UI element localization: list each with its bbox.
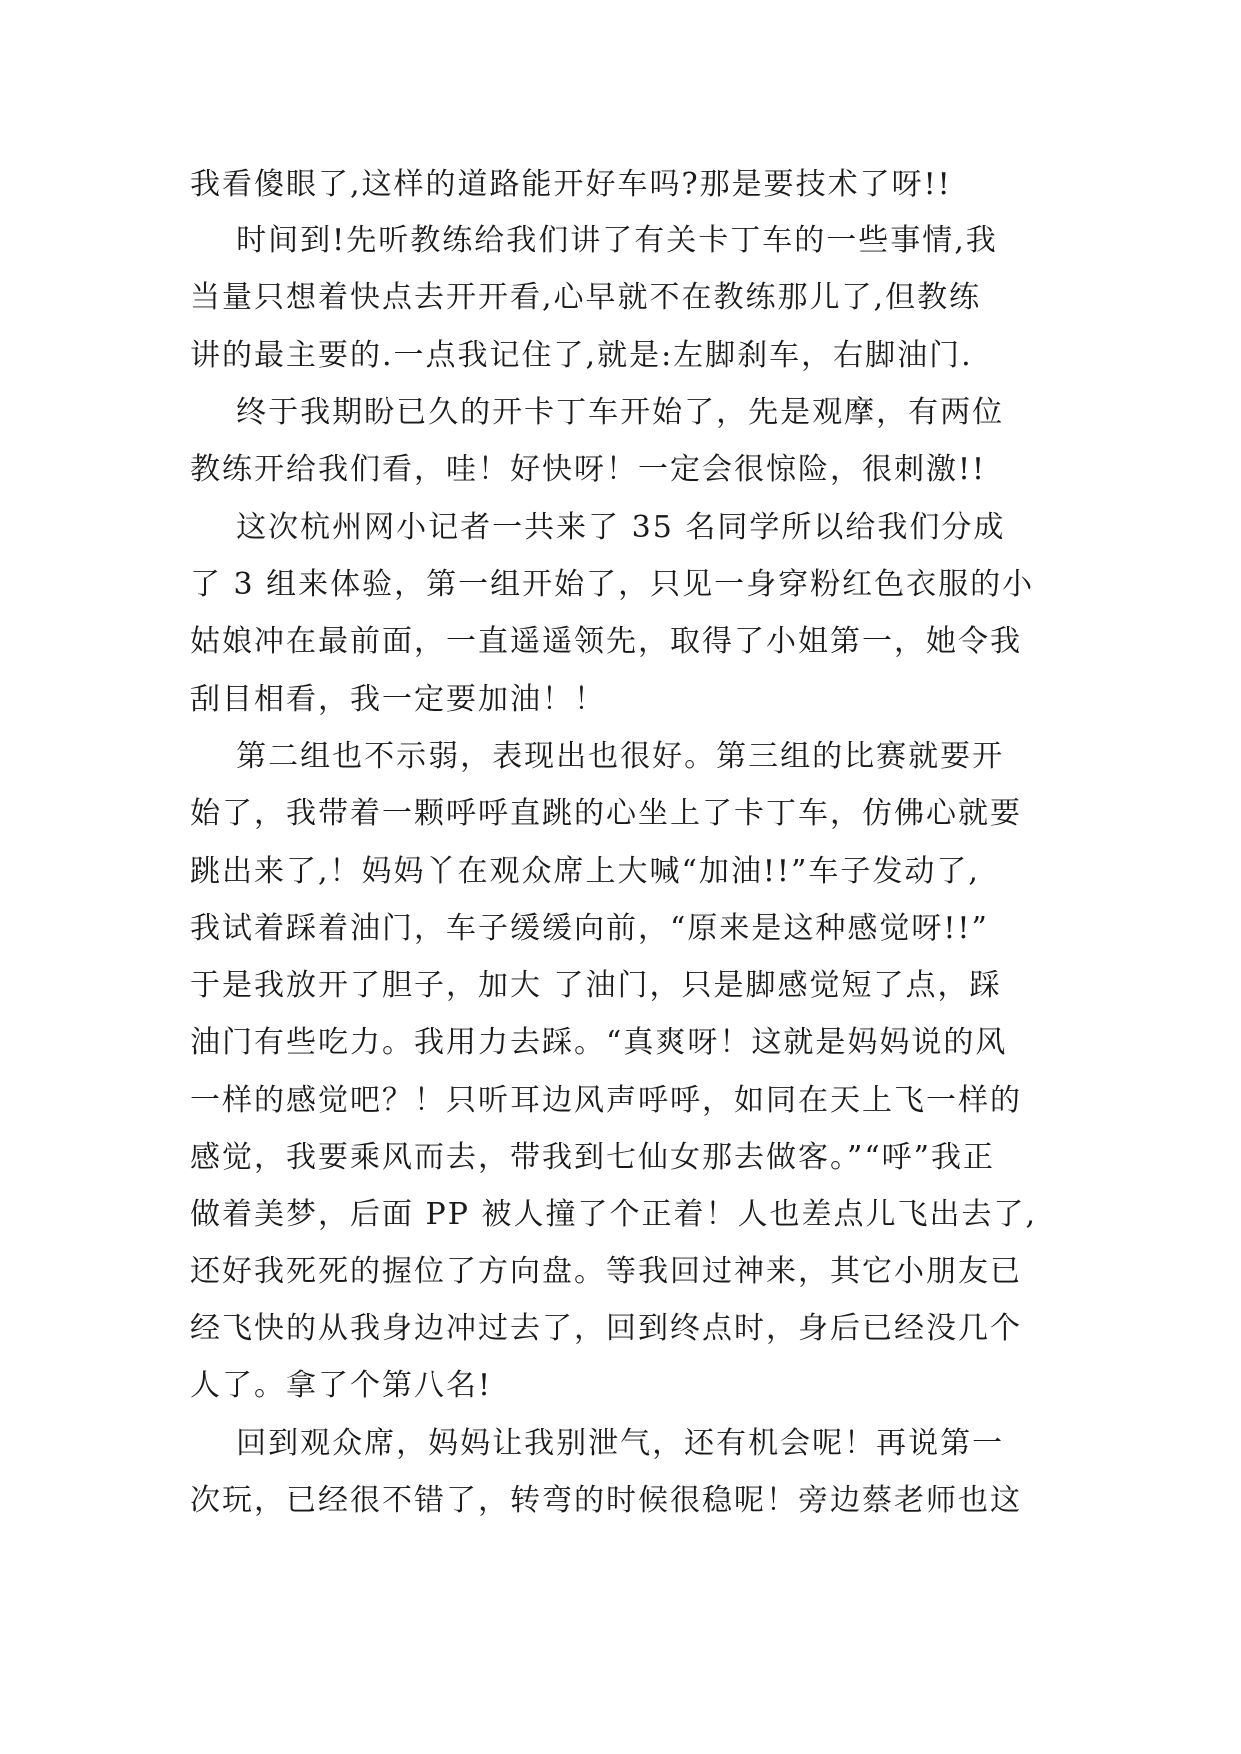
text-line: 始了，我带着一颗呼呼直跳的心坐上了卡丁车，仿佛心就要: [190, 796, 1022, 831]
text-line: 还好我死死的握位了方向盘。等我回过神来，其它小朋友已: [190, 1254, 1022, 1289]
text-line: 经飞快的从我身边冲过去了，回到终点时，身后已经没几个: [190, 1311, 1022, 1346]
text-line: 这次杭州网小记者一共来了 35 名同学所以给我们分成: [190, 510, 1006, 545]
text-line: 教练开给我们看，哇！好快呀！一定会很惊险，很刺激!!: [190, 452, 987, 487]
text-line: 跳出来了,！妈妈丫在观众席上大喊“加油!!”车子发动了,: [190, 854, 980, 889]
text-line: 于是我放开了胆子，加大 了油门，只是脚感觉短了点，踩: [190, 968, 1002, 1003]
text-line: 一样的感觉吧？！只听耳边风声呼呼，如同在天上飞一样的: [190, 1083, 1022, 1118]
text-line: 当量只想着快点去开开看,心早就不在教练那儿了,但教练: [190, 280, 982, 315]
text-line: 次玩，已经很不错了，转弯的时候很稳呢！旁边蔡老师也这: [190, 1483, 1022, 1518]
text-line: 终于我期盼已久的开卡丁车开始了，先是观摩，有两位: [190, 395, 1005, 430]
text-line: 刮目相看，我一定要加油！！: [190, 682, 606, 717]
text-line: 我看傻眼了,这样的道路能开好车吗?那是要技术了呀!!: [190, 167, 952, 202]
text-line: 姑娘冲在最前面，一直遥遥领先，取得了小姐第一，她令我: [190, 624, 1022, 659]
text-line: 人了。拿了个第八名!: [190, 1368, 493, 1403]
text-line: 做着美梦，后面 PP 被人撞了个正着！人也差点儿飞出去了,: [190, 1197, 1037, 1232]
text-line: 时间到!先听教练给我们讲了有关卡丁车的一些事情,我: [190, 223, 998, 258]
text-line: 第二组也不示弱，表现出也很好。第三组的比赛就要开: [190, 739, 1005, 774]
text-line: 了 3 组来体验，第一组开始了，只见一身穿粉红色衣服的小: [190, 567, 1035, 602]
text-line: 我试着踩着油门，车子缓缓向前，“原来是这种感觉呀!!”: [190, 911, 989, 946]
text-line: 回到观众席，妈妈让我别泄气，还有机会呢！再说第一: [190, 1426, 1005, 1461]
text-line: 感觉，我要乘风而去，带我到七仙女那去做客。”“呼”我正: [190, 1140, 996, 1175]
text-line: 讲的最主要的.一点我记住了,就是:左脚刹车，右脚油门.: [190, 338, 973, 373]
text-line: 油门有些吃力。我用力去踩。“真爽呀！这就是妈妈说的风: [190, 1025, 1008, 1060]
